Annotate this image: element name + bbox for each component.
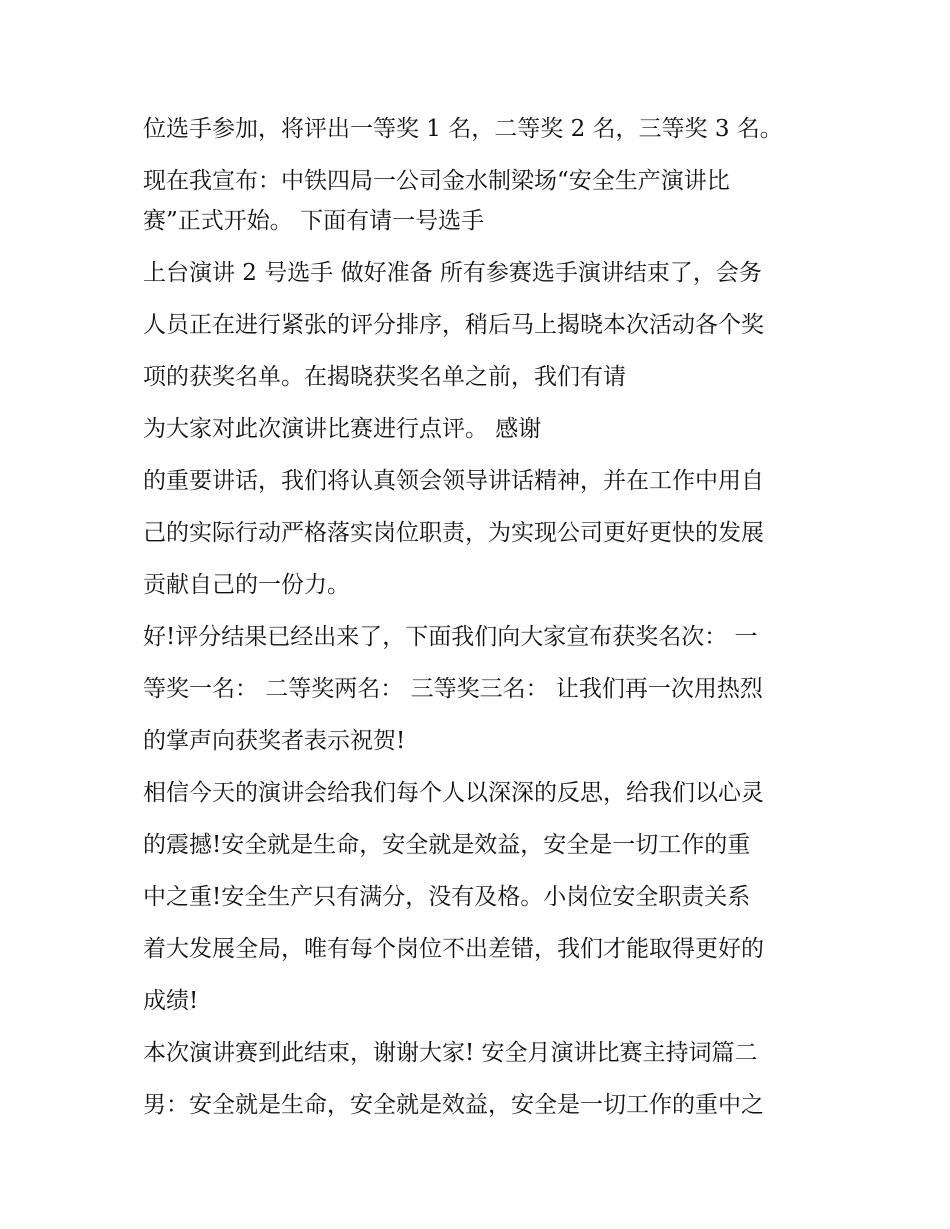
text-line: 的震撼!安全就是生命，安全就是效益，安全是一切工作的重: [143, 832, 751, 858]
text-line: 赛”正式开始。 下面有请一号选手: [143, 208, 485, 234]
document-body: [143, 111, 833, 1139]
text-line: 现在我宣布：中铁四局一公司金水制梁场“安全生产演讲比: [143, 168, 730, 194]
text-line: 成绩!: [143, 988, 199, 1014]
text-line: 好!评分结果已经出来了，下面我们向大家宣布获奖名次： 一: [143, 624, 758, 650]
text-line: 着大发展全局，唯有每个岗位不出差错，我们才能取得更好的: [143, 936, 764, 962]
text-line: 中之重!安全生产只有满分，没有及格。小岗位安全职责关系: [143, 884, 751, 910]
text-line: 位选手参加，将评出一等奖 1 名，二等奖 2 名，三等奖 3 名。: [143, 116, 783, 142]
text-line: 贡献自己的一份力。: [143, 572, 350, 598]
text-line: 人员正在进行紧张的评分排序，稍后马上揭晓本次活动各个奖: [143, 312, 764, 338]
text-line: 己的实际行动严格落实岗位职责，为实现公司更好更快的发展: [143, 520, 764, 546]
text-line: 上台演讲 2 号选手 做好准备 所有参赛选手演讲结束了，会务: [143, 260, 762, 286]
text-line: 的掌声向获奖者表示祝贺!: [143, 728, 406, 754]
text-line: 为大家对此次演讲比赛进行点评。 感谢: [143, 416, 542, 442]
text-line: 的重要讲话，我们将认真领会领导讲话精神，并在工作中用自: [143, 468, 764, 494]
text-line: 本次演讲赛到此结束，谢谢大家! 安全月演讲比赛主持词篇二: [143, 1040, 758, 1066]
text-line: 男：安全就是生命，安全就是效益，安全是一切工作的重中之: [143, 1092, 764, 1118]
text-line: 等奖一名： 二等奖两名： 三等奖三名： 让我们再一次用热烈: [143, 676, 763, 702]
text-line: 相信今天的演讲会给我们每个人以深深的反思，给我们以心灵: [143, 780, 764, 806]
text-line: 项的获奖名单。在揭晓获奖名单之前，我们有请: [143, 364, 626, 390]
